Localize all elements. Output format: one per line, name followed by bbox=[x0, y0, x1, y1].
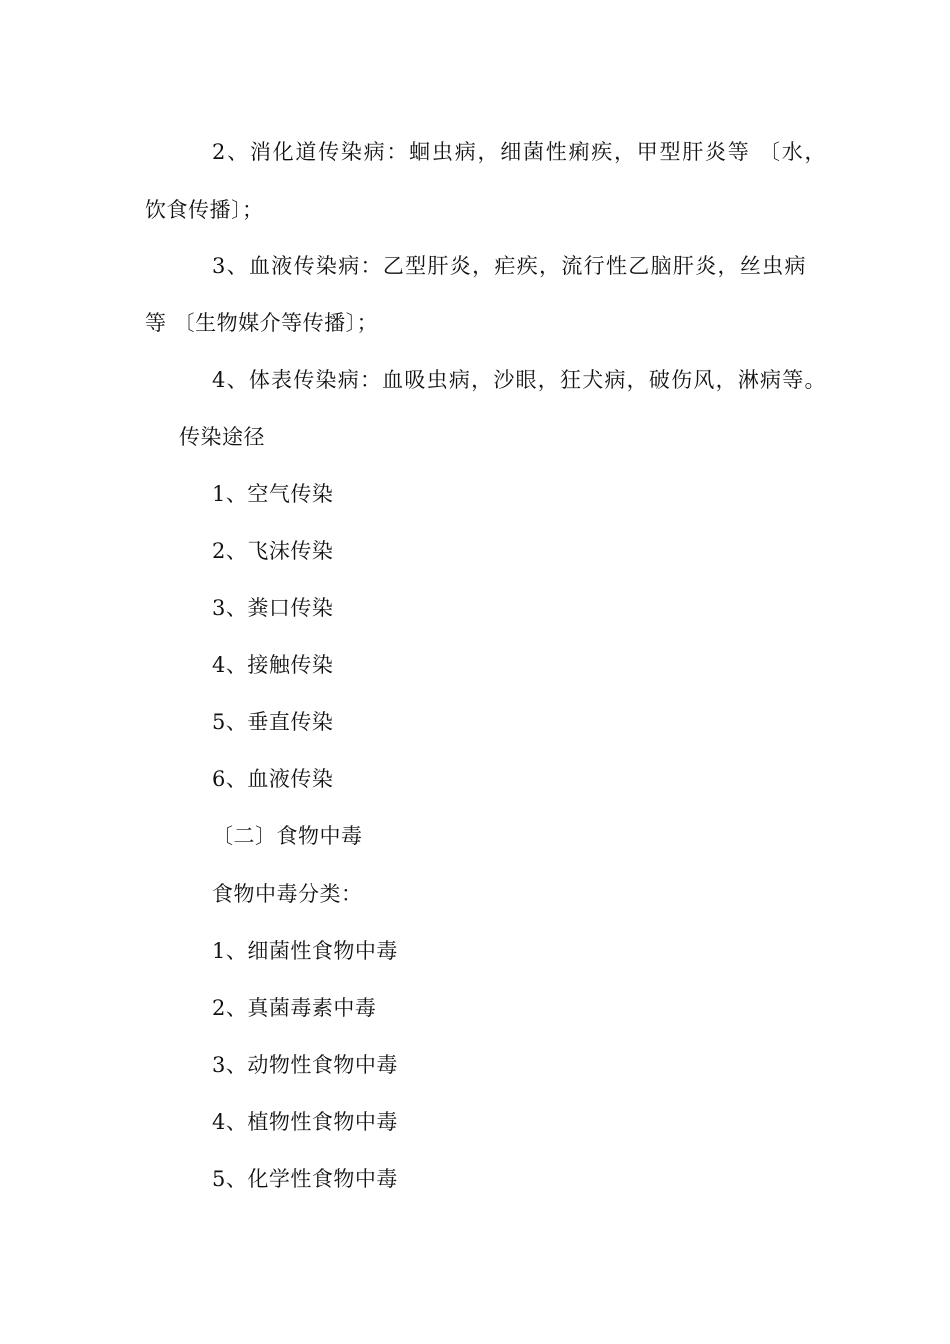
paragraph-digestive-line-2: 饮食传播〕； bbox=[145, 198, 264, 222]
subheading-food-poisoning-types: 食物中毒分类： bbox=[212, 882, 363, 906]
list-item-airborne: 1、空气传染 bbox=[212, 482, 334, 506]
list-item-contact: 4、接触传染 bbox=[212, 653, 334, 677]
paragraph-blood-line-1: 3、血液传染病：乙型肝炎，疟疾，流行性乙脑肝炎，丝虫病 bbox=[212, 254, 806, 278]
paragraph-blood-line-2: 等 〔生物媒介等传播〕； bbox=[145, 311, 379, 335]
list-item-plant: 4、植物性食物中毒 bbox=[212, 1110, 398, 1134]
list-item-vertical: 5、垂直传染 bbox=[212, 710, 334, 734]
list-item-bacterial: 1、细菌性食物中毒 bbox=[212, 939, 398, 963]
section-heading-food-poisoning: 〔二〕食物中毒 bbox=[212, 824, 363, 848]
paragraph-surface-line: 4、体表传染病：血吸虫病，沙眼，狂犬病，破伤风，淋病等。 bbox=[212, 368, 826, 392]
list-item-chemical: 5、化学性食物中毒 bbox=[212, 1167, 398, 1191]
list-item-animal: 3、动物性食物中毒 bbox=[212, 1053, 398, 1077]
list-item-blood: 6、血液传染 bbox=[212, 767, 334, 791]
list-item-fecal-oral: 3、粪口传染 bbox=[212, 596, 334, 620]
list-item-mycotoxin: 2、真菌毒素中毒 bbox=[212, 996, 377, 1020]
paragraph-digestive-line-1: 2、消化道传染病：蛔虫病，细菌性痢疾，甲型肝炎等 〔水， bbox=[212, 140, 826, 164]
list-item-droplet: 2、飞沫传染 bbox=[212, 539, 334, 563]
heading-transmission-routes: 传染途径 bbox=[179, 425, 265, 449]
